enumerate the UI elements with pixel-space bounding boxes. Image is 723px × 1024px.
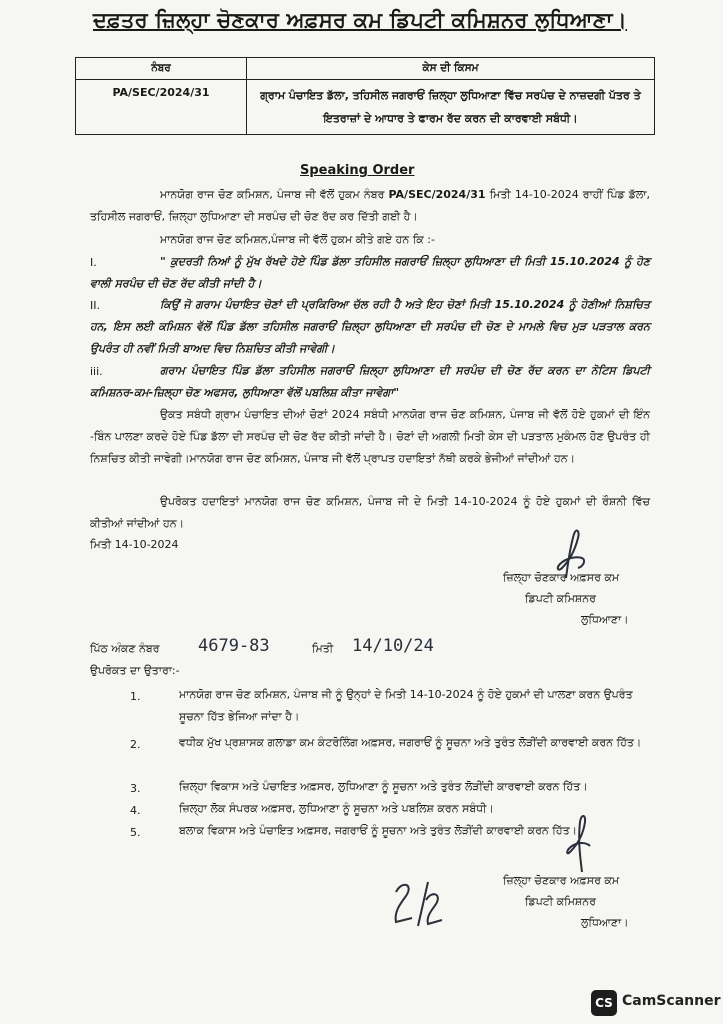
order-date: ਮਿਤੀ 14-10-2024 — [90, 538, 179, 551]
endorsement-number: 4679-83 — [198, 636, 270, 656]
order-paragraph-1-pre: ਮਾਨਯੋਗ ਰਾਜ ਚੋਣ ਕਮਿਸ਼ਨ, ਪੰਜਾਬ ਜੀ ਵੱਲੋਂ ਹੁਕਮ ਨੰਬਰ — [160, 188, 389, 201]
order-item-text: ਗਰਾਮ ਪੰਚਾਇਤ ਪਿੰਡ ਡੱਲਾ ਤਹਿਸੀਲ ਜਗਰਾਓਂ ਜ਼ਿਲ੍ਹਾ ਲੁਧਿਆਣਾ ਦੀ ਸਰਪੰਚ ਦੀ ਚੋਣ ਰੱਦ ਕਰਨ ਦਾ ਨੋਟਿਸ ਡਿਪਟੀ ਕਮਿਸ਼ਨਰ-ਕਮ-ਜ਼ਿਲ੍ਹਾ ਚੋਣ ਅਫਸਰ, ਲੁਧਿਆਣਾ ਵੱਲੋਂ ਪਬਲਿਸ਼ ਕੀਤਾ ਜਾਵੇਗਾ" — [90, 364, 650, 399]
order-item-label: I. — [90, 256, 97, 269]
order-paragraph-1-post: ਮਿਤੀ 14-10-2024 ਰਾਹੀਂ ਪਿੰਡ ਡੱਲਾ, ਤਹਿਸੀਲ ਜਗਰਾਓਂ, ਜ਼ਿਲ੍ਹਾ ਲੁਧਿਆਣਾ ਦੀ ਸਰਪੰਚ ਦੀ ਚੋਣ ਰੱਦ ਕਰ ਦਿੱਤੀ ਗਈ ਹੈ। — [90, 188, 650, 223]
case-table-header-number: ਨੰਬਰ — [76, 58, 247, 80]
copy-item-text: ਜ਼ਿਲ੍ਹਾ ਵਿਕਾਸ ਅਤੇ ਪੰਚਾਇਤ ਅਫ਼ਸਰ, ਲੁਧਿਆਣਾ ਨੂੰ ਸੂਚਨਾ ਅਤੇ ਤੁਰੰਤ ਲੋੜੀਂਦੀ ਕਾਰਵਾਈ ਕਰਨ ਹਿੱਤ। — [179, 780, 588, 793]
signatory-title: ਜ਼ਿਲ੍ਹਾ ਚੋਣਕਾਰ ਅਫ਼ਸਰ ਕਮ — [503, 874, 620, 887]
copy-item-number: 1. — [130, 690, 141, 703]
signatory-designation: ਡਿਪਟੀ ਕਮਿਸ਼ਨਰ — [525, 895, 596, 908]
signatory-title: ਜ਼ਿਲ੍ਹਾ ਚੋਣਕਾਰ ਅਫ਼ਸਰ ਕਮ — [503, 571, 620, 584]
copy-item-text: ਬਲਾਕ ਵਿਕਾਸ ਅਤੇ ਪੰਚਾਇਤ ਅਫ਼ਸਰ, ਜਗਰਾਓਂ ਨੂੰ ਸੂਚਨਾ ਅਤੇ ਤੁਰੰਤ ਲੋੜੀਂਦੀ ਕਾਰਵਾਈ ਕਰਨ ਹਿੱਤ। — [179, 824, 578, 837]
office-heading: ਦਫ਼ਤਰ ਜ਼ਿਲ੍ਹਾ ਚੋਣਕਾਰ ਅਫ਼ਸਰ ਕਮ ਡਿਪਟੀ ਕਮਿਸ਼ਨਰ ਲੁਧਿਆਣਾ। — [92, 8, 628, 32]
copy-item-number: 4. — [130, 804, 141, 817]
initials-signature — [388, 878, 444, 930]
copy-item-number: 5. — [130, 826, 141, 839]
copy-to-label: ਉਪਰੋਕਤ ਦਾ ਉਤਾਰਾ:- — [90, 664, 180, 677]
signature-image — [560, 812, 600, 874]
camscanner-logo: CS — [591, 990, 617, 1016]
copy-item-text: ਵਧੀਕ ਮੁੱਖ ਪ੍ਰਸ਼ਾਸਕ ਗਲਾਡਾ ਕਮ ਕੰਟਰੋਲਿੰਗ ਅਫ਼ਸਰ, ਜਗਰਾਓਂ ਨੂੰ ਸੂਚਨਾ ਅਤੇ ਤੁਰੰਤ ਲੋੜੀਂਦੀ ਕਾਰਵਾਈ ਕਰਨ ਹਿੱਤ। — [179, 736, 642, 749]
signatory-place: ਲੁਧਿਆਣਾ। — [581, 916, 629, 929]
order-paragraph-4: ਉਪਰੋਕਤ ਹਦਾਇਤਾਂ ਮਾਨਯੋਗ ਰਾਜ ਚੋਣ ਕਮਿਸ਼ਨ, ਪੰਜਾਬ ਜੀ ਦੇ ਮਿਤੀ 14-10-2024 ਨੂੰ ਹੋਏ ਹੁਕਮਾਂ ਦੀ ਰੌਸ਼ਨੀ ਵਿੱਚ ਕੀਤੀਆਂ ਜਾਂਦੀਆਂ ਹਨ। — [90, 495, 650, 530]
signatory-block-2 — [503, 870, 663, 933]
endorsement-date-label: ਮਿਤੀ — [312, 642, 334, 655]
copy-item-text: ਜ਼ਿਲ੍ਹਾ ਲੋਕ ਸੰਪਰਕ ਅਫ਼ਸਰ, ਲੁਧਿਆਣਾ ਨੂੰ ਸੂਚਨਾ ਅਤੇ ਪਬਲਿਸ਼ ਕਰਨ ਸਬੰਧੀ। — [179, 802, 494, 815]
order-item-label: iii. — [90, 365, 103, 378]
endorsement-label: ਪਿੱਠ ਅੰਕਣ ਨੰਬਰ — [90, 642, 160, 655]
signatory-designation: ਡਿਪਟੀ ਕਮਿਸ਼ਨਰ — [525, 592, 596, 605]
order-paragraph-2: ਮਾਨਯੋਗ ਰਾਜ ਚੋਣ ਕਮਿਸ਼ਨ,ਪੰਜਾਬ ਜੀ ਵੱਲੋਂ ਹੁਕਮ ਕੀਤੇ ਗਏ ਹਨ ਕਿ :- — [160, 233, 435, 246]
copy-item-number: 2. — [130, 738, 141, 751]
order-reference-number: PA/SEC/2024/31 — [388, 188, 486, 201]
signatory-place: ਲੁਧਿਆਣਾ। — [581, 613, 629, 626]
case-table — [75, 57, 655, 135]
copy-item-number: 3. — [130, 782, 141, 795]
signatory-block — [503, 567, 663, 630]
copy-item-text: ਮਾਨਯੋਗ ਰਾਜ ਚੋਣ ਕਮਿਸ਼ਨ, ਪੰਜਾਬ ਜੀ ਨੂੰ ਉਨ੍ਹਾਂ ਦੇ ਮਿਤੀ 14-10-2024 ਨੂੰ ਹੋਏ ਹੁਕਮਾਂ ਦੀ ਪਾਲਣਾ ਕਰਨ ਉਪਰੰਤ ਸੂਚਨਾ ਹਿੱਤ ਭੇਜਿਆ ਜਾਂਦਾ ਹੈ। — [179, 688, 633, 723]
order-item-text: " ਕੁਦਰਤੀ ਨਿਆਂ ਨੂੰ ਮੁੱਖ ਰੱਖਦੇ ਹੋਏ ਪਿੰਡ ਡੱਲਾ ਤਹਿਸੀਲ ਜਗਰਾਓਂ ਜ਼ਿਲ੍ਹਾ ਲੁਧਿਆਣਾ ਦੀ ਮਿਤੀ 15.10.2024 ਨੂੰ ਹੋਣ ਵਾਲੀ ਸਰਪੰਚ ਦੀ ਚੋਣ ਰੱਦ ਕੀਤੀ ਜਾਂਦੀ ਹੈ। — [90, 255, 650, 290]
order-paragraph-3: ਉਕਤ ਸਬੰਧੀ ਗ੍ਰਾਮ ਪੰਚਾਇਤ ਦੀਆਂ ਚੋਣਾਂ 2024 ਸਬੰਧੀ ਮਾਨਯੋਗ ਰਾਜ ਚੋਣ ਕਮਿਸ਼ਨ, ਪੰਜਾਬ ਜੀ ਵੱਲੋਂ ਹੋਏ ਹੁਕਮਾਂ ਦੀ ਇੰਨ -ਬਿੰਨ ਪਾਲਣਾ ਕਰਦੇ ਹੋਏ ਪਿੰਡ ਡੱਲਾ ਦੀ ਸਰਪੰਚ ਦੀ ਚੋਣ ਰੱਦ ਕੀਤੀ ਜਾਂਦੀ ਹੈ। ਚੋਣਾਂ ਦੀ ਅਗਲੀ ਮਿਤੀ ਕੇਸ ਦੀ ਪੜਤਾਲ ਮੁਕੰਮਲ ਹੋਣ ਉਪਰੰਤ ਹੀ ਨਿਸ਼ਚਿਤ ਕੀਤੀ ਜਾਵੇਗੀ।ਮਾਨਯੋਗ ਰਾਜ ਚੋਣ ਕਮਿਸ਼ਨ, ਪੰਜਾਬ ਜੀ ਵੱਲੋਂ ਪ੍ਰਾਪਤ ਹਦਾਇਤਾਂ ਨੱਥੀ ਕਰਕੇ ਭੇਜੀਆਂ ਜਾਂਦੀਆਂ ਹਨ। — [90, 408, 650, 465]
case-number: PA/SEC/2024/31 — [76, 80, 247, 135]
case-table-header-type: ਕੇਸ ਦੀ ਕਿਸਮ — [247, 58, 655, 80]
order-title: Speaking Order — [300, 163, 415, 178]
order-item-text: ਕਿਉਂ ਜੋ ਗਰਾਮ ਪੰਚਾਇਤ ਚੋਣਾਂ ਦੀ ਪ੍ਰਕਿਰਿਆ ਚੱਲ ਰਹੀ ਹੈ ਅਤੇ ਇਹ ਚੋਣਾਂ ਮਿਤੀ 15.10.2024 ਨੂੰ ਹੋਣੀਆਂ ਨਿਸ਼ਚਿਤ ਹਨ, ਇਸ ਲਈ ਕਮਿਸ਼ਨ ਵੱਲੋਂ ਪਿੰਡ ਡੱਲਾ ਤਹਿਸੀਲ ਜਗਰਾਓਂ ਜ਼ਿਲ੍ਹਾ ਲੁਧਿਆਣਾ ਦੀ ਸਰਪੰਚ ਦੀ ਚੋਣ ਦੇ ਮਾਮਲੇ ਵਿਚ ਮੁੜ ਪੜਤਾਲ ਕਰਨ ਉਪਰੰਤ ਹੀ ਨਵੀਂ ਮਿਤੀ ਬਾਅਦ ਵਿਚ ਨਿਸ਼ਚਿਤ ਕੀਤੀ ਜਾਵੇਗੀ। — [90, 298, 650, 355]
order-paragraph-1 — [90, 184, 650, 228]
case-subject: ਗ੍ਰਾਮ ਪੰਚਾਇਤ ਡੱਲਾ, ਤਹਿਸੀਲ ਜਗਰਾਓਂ ਜ਼ਿਲ੍ਹਾ ਲੁਧਿਆਣਾ ਵਿੱਚ ਸਰਪੰਚ ਦੇ ਨਾਜ਼ਦਗੀ ਪੱਤਰ ਤੇ ਇਤਰਾਜ਼ਾਂ ਦੇ ਆਧਾਰ ਤੇ ਫਾਰਮ ਰੱਦ ਕਰਨ ਦੀ ਕਾਰਵਾਈ ਸਬੰਧੀ। — [247, 80, 655, 135]
order-item-label: II. — [90, 299, 100, 312]
endorsement-date: 14/10/24 — [352, 636, 434, 656]
camscanner-watermark: CamScanner — [622, 993, 721, 1009]
